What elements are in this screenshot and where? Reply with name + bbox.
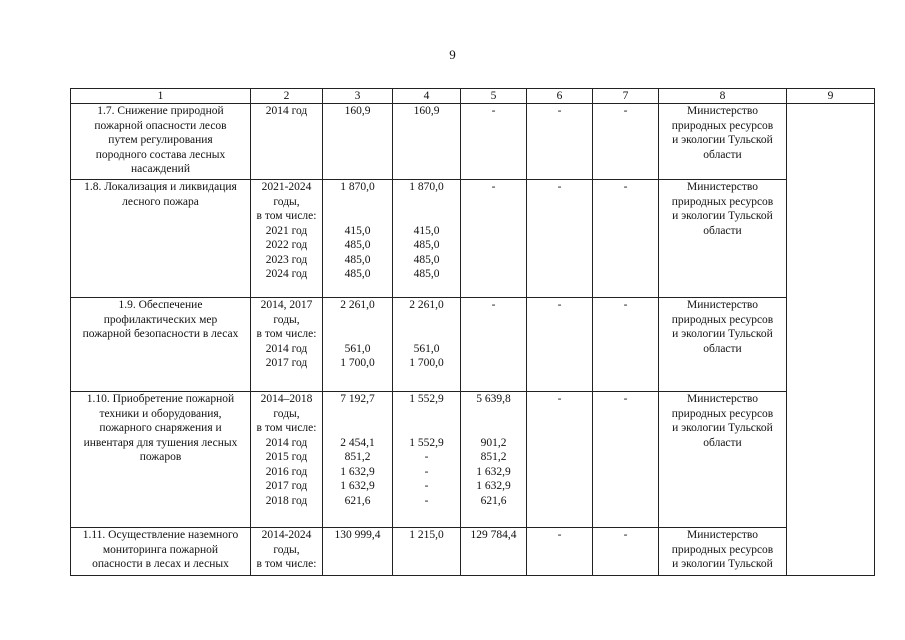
cell-line: 2023 год — [265, 253, 308, 266]
cell-line: пожарной безопасности в лесах — [82, 328, 239, 340]
cell-line: мониторинга пожарной — [102, 543, 219, 556]
row-col9-cell — [787, 298, 875, 392]
row-col9-cell — [787, 104, 875, 180]
cell-line: - — [491, 105, 496, 117]
cell-line: путем регулирования — [108, 134, 213, 146]
cell-line: 2014, 2017 — [260, 299, 313, 311]
row-org-cell — [659, 298, 787, 392]
program-table — [70, 88, 875, 576]
cell-line: породного состава лесных — [95, 148, 226, 161]
row-period-cell — [251, 104, 323, 180]
cell-line: - — [623, 299, 628, 311]
header-cell: 3 — [323, 89, 393, 104]
row-col4-cell — [393, 104, 461, 180]
cell-line: 2021 год — [265, 224, 308, 237]
row-org-cell — [659, 180, 787, 298]
row-col6-cell — [527, 392, 593, 528]
cell-line — [396, 313, 457, 328]
cell-line: и экологии Тульской — [672, 210, 773, 222]
cell-line: области — [703, 224, 742, 237]
cell-line: 2018 год — [265, 494, 308, 507]
cell-line: 901,2 — [480, 436, 507, 449]
cell-line: годы, — [273, 543, 300, 556]
row-name-cell — [71, 104, 251, 180]
row-col7-cell — [593, 298, 659, 392]
cell-line — [396, 209, 457, 224]
cell-line: и экологии Тульской — [672, 328, 773, 340]
cell-line: - — [424, 480, 429, 492]
cell-line: 415,0 — [344, 224, 371, 237]
cell-line: 1 632,9 — [476, 480, 511, 492]
cell-line: - — [623, 393, 628, 405]
row-col4-cell — [393, 298, 461, 392]
cell-line: - — [557, 105, 562, 117]
header-cell: 6 — [527, 89, 593, 104]
cell-line: природных ресурсов — [671, 313, 774, 326]
cell-line: - — [424, 451, 429, 463]
cell-line: 485,0 — [413, 239, 440, 251]
cell-line — [396, 407, 457, 422]
table-row — [71, 180, 875, 298]
cell-line: области — [703, 342, 742, 355]
cell-line: - — [491, 181, 496, 193]
cell-line — [396, 421, 457, 436]
cell-line: 2014–2018 — [260, 393, 313, 405]
row-col6-cell — [527, 104, 593, 180]
cell-line — [326, 421, 389, 436]
cell-line: 1.10. Приобретение пожарной — [86, 393, 235, 405]
row-name-cell — [71, 180, 251, 298]
cell-line: Министерство — [687, 105, 758, 117]
table-row — [71, 104, 875, 180]
cell-line: пожарного снаряжения и — [99, 422, 222, 434]
row-period-cell — [251, 180, 323, 298]
cell-line: 851,2 — [344, 451, 371, 463]
row-org-cell — [659, 104, 787, 180]
cell-line: Министерство — [687, 181, 758, 193]
cell-line: профилактических мер — [103, 313, 218, 326]
row-col3-cell — [323, 104, 393, 180]
cell-line: 1 632,9 — [476, 465, 511, 478]
row-col3-cell — [323, 528, 393, 576]
cell-line: 1.7. Снижение природной — [97, 105, 224, 117]
cell-line: в том числе: — [256, 328, 317, 340]
header-cell: 7 — [593, 89, 659, 104]
cell-line: в том числе: — [256, 422, 317, 434]
cell-line: 160,9 — [413, 105, 440, 117]
cell-line: 2021-2024 — [261, 181, 312, 193]
cell-line: 485,0 — [344, 239, 371, 251]
cell-line: - — [424, 465, 429, 478]
cell-line: 621,6 — [480, 494, 507, 507]
cell-line: техники и оборудования, — [99, 407, 222, 420]
cell-line: насаждений — [131, 163, 190, 175]
header-cell: 1 — [71, 89, 251, 104]
cell-line: 415,0 — [413, 224, 440, 237]
cell-line: 2017 год — [265, 357, 308, 369]
cell-line: 1 632,9 — [340, 465, 375, 478]
row-col3-cell — [323, 392, 393, 528]
cell-line: Министерство — [687, 299, 758, 311]
cell-line — [396, 327, 457, 342]
cell-line: - — [557, 181, 562, 193]
row-col6-cell — [527, 180, 593, 298]
row-col4-cell — [393, 528, 461, 576]
row-col9-cell — [787, 528, 875, 576]
row-col6-cell — [527, 298, 593, 392]
cell-line: - — [557, 529, 562, 541]
cell-line: 1 700,0 — [340, 357, 375, 369]
table-row — [71, 392, 875, 528]
row-col5-cell — [461, 180, 527, 298]
cell-line: 2016 год — [265, 465, 308, 478]
row-col3-cell — [323, 298, 393, 392]
row-col5-cell — [461, 392, 527, 528]
cell-line: пожарной опасности лесов — [94, 119, 227, 132]
row-name-cell — [71, 528, 251, 576]
row-col5-cell — [461, 528, 527, 576]
cell-line: - — [623, 181, 628, 193]
cell-line: природных ресурсов — [671, 195, 774, 208]
cell-line: 485,0 — [413, 253, 440, 266]
row-name-cell — [71, 392, 251, 528]
cell-line: 561,0 — [413, 342, 440, 355]
cell-line: 129 784,4 — [470, 529, 517, 541]
cell-line: 7 192,7 — [340, 393, 375, 405]
cell-line: 1 632,9 — [340, 480, 375, 492]
cell-line: опасности в лесах и лесных — [92, 558, 229, 570]
cell-line: 1 870,0 — [340, 181, 375, 193]
header-cell: 5 — [461, 89, 527, 104]
row-col7-cell — [593, 528, 659, 576]
row-col4-cell — [393, 180, 461, 298]
cell-line: 2022 год — [265, 239, 308, 251]
cell-line: Министерство — [687, 393, 758, 405]
cell-line: 1.8. Локализация и ликвидация — [84, 181, 237, 193]
cell-line: инвентаря для тушения лесных — [83, 436, 238, 449]
cell-line: области — [703, 436, 742, 449]
row-period-cell — [251, 528, 323, 576]
cell-line: пожаров — [139, 451, 182, 463]
cell-line — [326, 407, 389, 422]
row-col5-cell — [461, 104, 527, 180]
cell-line: 2014 год — [265, 342, 308, 355]
cell-line: 2014 год — [265, 105, 308, 117]
cell-line: 5 639,8 — [476, 393, 511, 405]
cell-line — [326, 195, 389, 210]
cell-line: 1 700,0 — [409, 357, 444, 369]
cell-line: 485,0 — [344, 268, 371, 280]
cell-line: в том числе: — [256, 558, 317, 570]
cell-line: - — [557, 299, 562, 311]
cell-line — [464, 421, 523, 436]
cell-line: годы, — [273, 407, 300, 420]
cell-line: 1 552,9 — [409, 436, 444, 449]
row-col3-cell — [323, 180, 393, 298]
cell-line: 485,0 — [413, 268, 440, 280]
row-period-cell — [251, 392, 323, 528]
cell-line: 1 552,9 — [409, 393, 444, 405]
row-col6-cell — [527, 528, 593, 576]
row-org-cell — [659, 392, 787, 528]
cell-line: 160,9 — [344, 105, 371, 117]
cell-line: 2 261,0 — [340, 299, 375, 311]
cell-line: области — [703, 148, 742, 161]
cell-line: - — [623, 529, 628, 541]
cell-line: - — [623, 105, 628, 117]
cell-line: годы, — [273, 313, 300, 326]
table-row — [71, 528, 875, 576]
cell-line: 485,0 — [344, 253, 371, 266]
cell-line — [464, 407, 523, 422]
cell-line: лесного пожара — [122, 195, 199, 208]
cell-line — [326, 313, 389, 328]
row-col9-cell — [787, 180, 875, 298]
cell-line: 2014-2024 — [261, 529, 312, 541]
page-number: 9 — [449, 47, 456, 62]
header-cell: 9 — [787, 89, 875, 104]
cell-line: и экологии Тульской — [672, 422, 773, 434]
cell-line: 2024 год — [265, 268, 308, 280]
row-col9-cell — [787, 392, 875, 528]
header-cell: 8 — [659, 89, 787, 104]
header-row — [71, 89, 875, 104]
cell-line: 2 261,0 — [409, 299, 444, 311]
cell-line — [326, 327, 389, 342]
table-row — [71, 298, 875, 392]
cell-line: природных ресурсов — [671, 543, 774, 556]
cell-line: 1.9. Обеспечение — [118, 299, 203, 311]
cell-line: 2014 год — [265, 436, 308, 449]
cell-line: годы, — [273, 195, 300, 208]
cell-line — [326, 209, 389, 224]
cell-line: природных ресурсов — [671, 119, 774, 132]
row-col7-cell — [593, 104, 659, 180]
cell-line: Министерство — [687, 529, 758, 541]
cell-line: 2 454,1 — [340, 436, 375, 449]
row-col4-cell — [393, 392, 461, 528]
cell-line: 2017 год — [265, 480, 308, 492]
cell-line: в том числе: — [256, 210, 317, 222]
cell-line: 621,6 — [344, 494, 371, 507]
cell-line: 2015 год — [265, 451, 308, 463]
cell-line: природных ресурсов — [671, 407, 774, 420]
cell-line: 1 870,0 — [409, 181, 444, 193]
header-cell: 4 — [393, 89, 461, 104]
cell-line: 1 215,0 — [409, 529, 444, 541]
cell-line: и экологии Тульской — [672, 558, 773, 570]
row-org-cell — [659, 528, 787, 576]
row-col7-cell — [593, 392, 659, 528]
cell-line: - — [557, 393, 562, 405]
row-col7-cell — [593, 180, 659, 298]
row-name-cell — [71, 298, 251, 392]
cell-line: - — [424, 494, 429, 507]
row-col5-cell — [461, 298, 527, 392]
cell-line: 1.11. Осуществление наземного — [82, 529, 239, 541]
cell-line: - — [491, 299, 496, 311]
table-body — [71, 104, 875, 576]
header-cell: 2 — [251, 89, 323, 104]
cell-line: 561,0 — [344, 342, 371, 355]
cell-line: и экологии Тульской — [672, 134, 773, 146]
row-period-cell — [251, 298, 323, 392]
cell-line: 851,2 — [480, 451, 507, 463]
cell-line: 130 999,4 — [334, 529, 381, 541]
cell-line — [396, 195, 457, 210]
